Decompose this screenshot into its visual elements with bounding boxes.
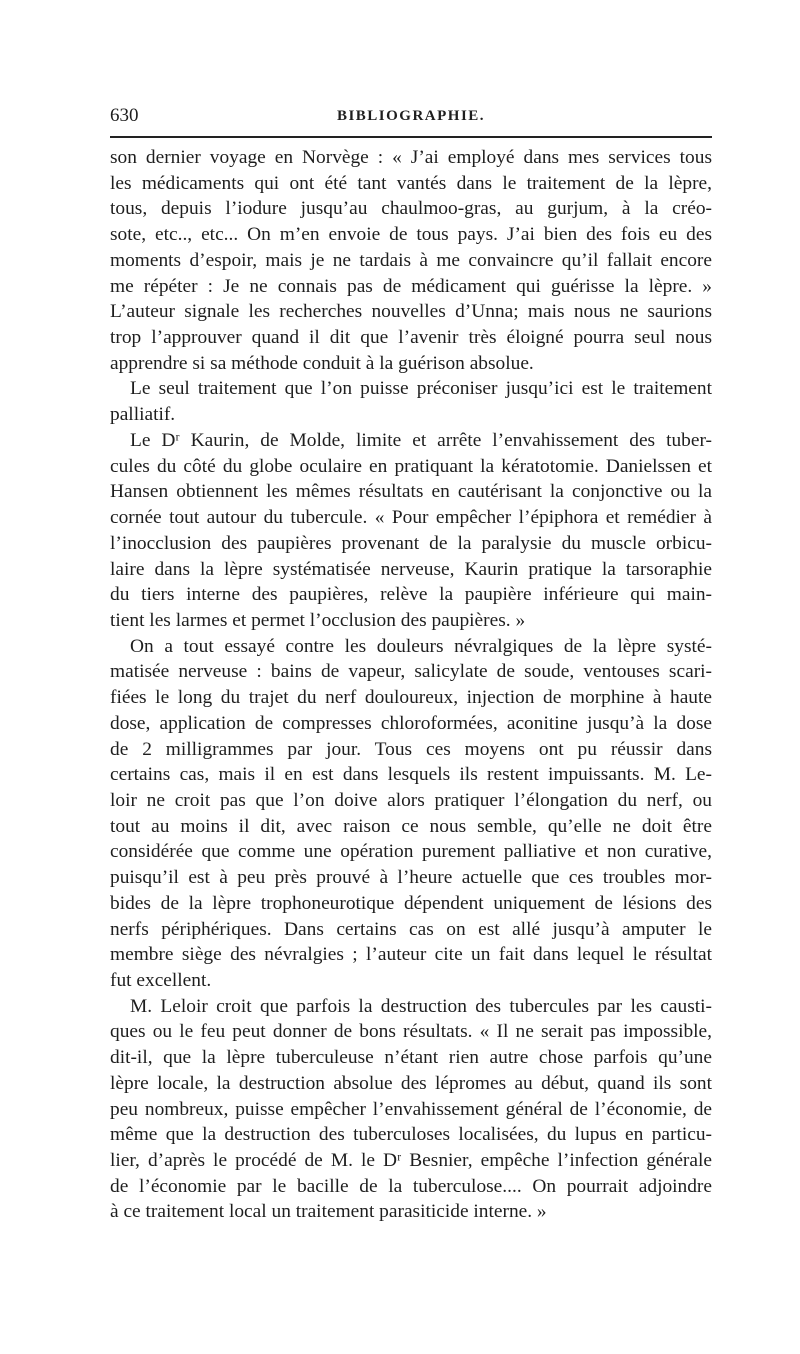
- text-line: L’auteur signale les recherches nouvelles d’Unna; mais nous ne saurions: [110, 301, 712, 323]
- text-line: de 2 milligrammes par jour. Tous ces moyens ont pu réussir dans: [110, 738, 712, 760]
- text-line: palliatif.: [110, 404, 176, 426]
- text-line: nerfs périphériques. Dans certains cas on est allé jusqu’à amputer le: [110, 918, 712, 940]
- text-line: cornée tout autour du tubercule. « Pour empêcher l’épiphora et remédier à: [110, 507, 712, 529]
- text-line: considérée que comme une opération purement palliative et non curative,: [110, 841, 712, 863]
- text-line: On a tout essayé contre les douleurs névralgiques de la lèpre systé-: [130, 635, 712, 657]
- running-title: BIBLIOGRAPHIE.: [336, 108, 486, 124]
- text-line: laire dans la lèpre systématisée nerveuse, Kaurin pratique la tarsoraphie: [110, 558, 712, 580]
- text-line: du tiers interne des paupières, relève la paupière inférieure qui main-: [110, 584, 712, 606]
- text-line: Le Dʳ Kaurin, de Molde, limite et arrête l’envahissement des tuber-: [130, 429, 712, 451]
- page-header: [110, 104, 712, 132]
- body-text: [110, 145, 712, 1225]
- text-line: l’inocclusion des paupières provenant de la paralysie du muscle orbicu-: [110, 532, 712, 554]
- text-line: tous, depuis l’iodure jusqu’au chaulmoo-gras, au gurjum, à la créo-: [110, 198, 712, 220]
- text-line: M. Leloir croit que parfois la destruction des tubercules par les causti-: [130, 995, 712, 1017]
- text-line: les médicaments qui ont été tant vantés dans le traitement de la lèpre,: [110, 172, 712, 194]
- text-line: fiées le long du trajet du nerf douloureux, injection de morphine à haute: [110, 687, 712, 709]
- text-line: tout au moins il dit, avec raison ce nous semble, qu’elle ne doit être: [110, 815, 712, 837]
- text-line: Le seul traitement que l’on puisse préconiser jusqu’ici est le traitement: [130, 378, 712, 400]
- text-line: matisée nerveuse : bains de vapeur, salicylate de soude, ventouses scari-: [110, 661, 712, 683]
- text-line: sote, etc.., etc... On m’en envoie de tous pays. J’ai bien des fois eu des: [110, 224, 712, 246]
- text-line: fut excellent.: [110, 970, 212, 991]
- text-line: moments d’espoir, mais je ne tardais à me convaincre qu’il fallait encore: [110, 249, 712, 271]
- text-line: puisqu’il est à peu près prouvé à l’heure actuelle que ces troubles mor-: [110, 867, 712, 889]
- text-line: me répéter : Je ne connais pas de médicament qui guérisse la lèpre. »: [110, 275, 712, 297]
- text-line: trop l’approuver quand il dit que l’avenir très éloigné pourra seul nous: [110, 327, 712, 349]
- text-line: ques ou le feu peut donner de bons résultats. « Il ne serait pas impossible,: [110, 1021, 712, 1043]
- text-line: apprendre si sa méthode conduit à la guérison absolue.: [110, 352, 534, 374]
- page-number: 630: [110, 105, 139, 126]
- header-rule: [110, 136, 712, 138]
- text-line: Hansen obtiennent les mêmes résultats en cautérisant la conjonctive ou la: [110, 481, 712, 503]
- text-line: même que la destruction des tuberculoses localisées, du lupus en particu-: [110, 1124, 712, 1146]
- text-line: de l’économie par le bacille de la tuberculose.... On pourrait adjoindre: [110, 1175, 712, 1197]
- text-line: dit-il, que la lèpre tuberculeuse n’étant rien autre chose parfois qu’une: [110, 1047, 712, 1069]
- text-line: loir ne croit pas que l’on doive alors pratiquer l’élongation du nerf, ou: [110, 789, 712, 811]
- text-line: peu nombreux, puisse empêcher l’envahissement général de l’économie, de: [110, 1098, 712, 1120]
- text-line: cules du côté du globe oculaire en pratiquant la kératotomie. Danielssen et: [110, 455, 712, 477]
- text-line: certains cas, mais il en est dans lesquels ils restent impuissants. M. Le-: [110, 764, 712, 786]
- text-line: tient les larmes et permet l’occlusion des paupières. »: [110, 609, 526, 631]
- text-line: membre siège des névralgies ; l’auteur cite un fait dans lequel le résultat: [110, 944, 712, 966]
- text-line: lier, d’après le procédé de M. le Dʳ Besnier, empêche l’infection générale: [110, 1150, 712, 1172]
- text-line: bides de la lèpre trophoneurotique dépendent uniquement de lésions des: [110, 892, 712, 914]
- text-line: dose, application de compresses chloroformées, aconitine jusqu’à la dose: [110, 712, 712, 734]
- text-line: son dernier voyage en Norvège : « J’ai employé dans mes services tous: [110, 147, 712, 168]
- text-line: lèpre locale, la destruction absolue des lépromes au début, quand ils sont: [110, 1072, 712, 1094]
- text-line: à ce traitement local un traitement parasiticide interne. »: [110, 1201, 547, 1223]
